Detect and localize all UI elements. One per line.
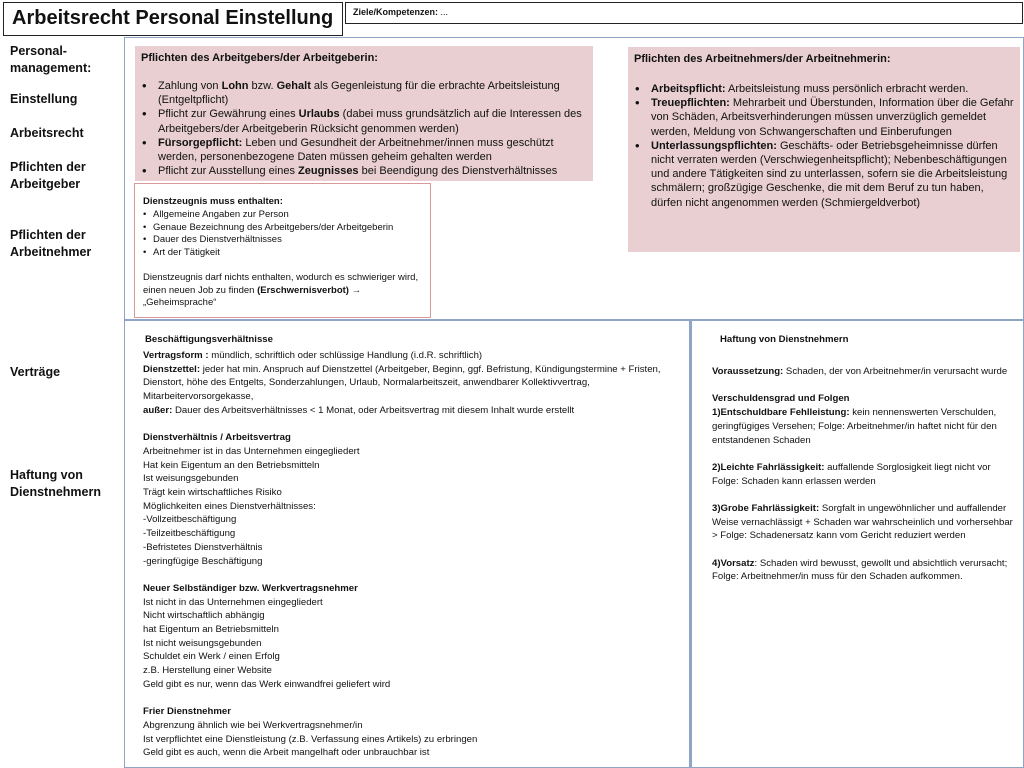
- employer-duty-item: • Zahlung von Lohn bzw. Gehalt als Gegenleistung für die erbrachte Arbeitsleistung (Entgeltpflicht): [141, 79, 586, 107]
- employment-line: [143, 404, 683, 418]
- employment-line: [143, 500, 683, 514]
- employment-keyword: Dienstverhältnis / Arbeitsvertrag: [143, 432, 291, 444]
- certificate-note-text: Dienstzeugnis darf nichts enthalten, wodurch es schwieriger wird, einen neuen Job zu finden: [143, 272, 419, 296]
- employment-line: [143, 637, 683, 651]
- employee-duties-list: [634, 82, 1016, 210]
- employment-text: Dauer des Arbeitsverhältnisses < 1 Monat, oder Arbeitsvertrag mit diesem Inhalt wurde erstellt: [172, 404, 575, 416]
- employee-duties-title: Pflichten des Arbeitnehmers/der Arbeitnehmerin:: [634, 53, 891, 65]
- duty-text: Geschäfts- oder Betriebsgeheimnisse dürfen nicht verraten werden (Verschwiegenheitspflicht); Nebenbeschäftigungen und andere Tätigkeiten sind zu unterlassen, sofern sie die Arbeitsleistung schmälern; großzügige Geschenke, die mit dem Beruf zu tun haben, dürfen nicht angenommen werden (Schmiergeldverbot): [651, 139, 1008, 209]
- employment-line: [143, 459, 683, 473]
- liability-line: [712, 461, 1017, 488]
- duty-keyword: Treuepflichten:: [651, 97, 730, 110]
- duty-keyword: Arbeitspflicht:: [651, 83, 726, 95]
- employment-line: [143, 733, 683, 747]
- certificate-item: • Dauer des Dienstverhältnisses: [143, 234, 393, 247]
- liability-keyword: 1)Entschuldbare Fehlleistung:: [712, 407, 850, 419]
- employer-duties-title: Pflichten des Arbeitgebers/der Arbeitgeberin:: [141, 52, 378, 64]
- liability-panel: [689, 320, 1024, 768]
- employment-line: [143, 746, 683, 760]
- employment-line: [143, 719, 683, 733]
- certificate-note-tail: → „Geheimsprache“: [143, 284, 362, 308]
- employment-text: Nicht wirtschaftlich abhängig: [143, 610, 265, 622]
- liability-line: [712, 406, 1017, 447]
- employment-text: z.B. Herstellung einer Website: [143, 665, 272, 677]
- employment-keyword: außer:: [143, 404, 173, 416]
- employment-line: [143, 582, 683, 596]
- certificate-item: • Genaue Bezeichnung des Arbeitgebers/der Arbeitgeberin: [143, 222, 393, 235]
- employer-duty-item: • Pflicht zur Gewährung eines Urlaubs (dabei muss grundsätzlich auf die Interessen des Arbeitgebers/der Arbeitgeberin Rücksicht genommen werden): [141, 107, 586, 135]
- employment-text: Geld gibt es auch, wenn die Arbeit mangelhaft oder unbrauchbar ist: [143, 747, 430, 759]
- employment-text: Möglichkeiten eines Dienstverhältnisses:: [143, 500, 316, 512]
- employment-keyword: Neuer Selbständiger bzw. Werkvertragsnehmer: [143, 582, 358, 594]
- employment-line: [143, 596, 683, 610]
- employment-text: Arbeitnehmer ist in das Unternehmen eingegliedert: [143, 445, 360, 457]
- employment-text: -Befristetes Dienstverhältnis: [143, 541, 263, 553]
- duty-keyword: Gehalt: [276, 80, 311, 92]
- employment-text: hat Eigentum an Betriebsmitteln: [143, 624, 279, 636]
- employment-panel: [124, 320, 689, 768]
- sidebar-label-pflichten-arbeitnehmer: Pflichten der Arbeitnehmer: [10, 228, 92, 259]
- duty-keyword: Zeugnisses: [298, 165, 359, 178]
- employment-text: jeder hat min. Anspruch auf Dienstzettel (Arbeitgeber, Beginn, ggf. Befristung, Kündigungstermine + Fristen, Dienstort, höhe des Entgelts, Sonderzahlungen, Urlaub, Normalarbeitszeit, anwendbarer Kollektivvertrag, Mitarbeitervorsorgekasse,: [143, 363, 661, 403]
- liability-line: [712, 365, 1017, 379]
- employment-keyword: Vertragsform :: [143, 350, 209, 361]
- employment-text: -Vollzeitbeschäftigung: [143, 514, 237, 526]
- liability-title: Haftung von Dienstnehmern: [720, 334, 849, 345]
- liability-text: Sorgfalt in ungewöhnlicher und auffallender Weise vernachlässigt + Schaden war wahrscheinlich und vorhersehbar > Folge: Schadenersatz kann vom Gericht reduziert werden: [712, 502, 1013, 542]
- liability-keyword: Verschuldensgrad und Folgen: [712, 393, 850, 405]
- certificate-note-keyword: (Erschwernisverbot): [257, 284, 349, 296]
- employee-duty-item: [634, 96, 1016, 139]
- employer-duties-box: [135, 46, 593, 181]
- employment-line: [143, 486, 683, 500]
- liability-line: [712, 502, 1017, 543]
- goals-value: ...: [438, 7, 449, 17]
- certificate-item: • Allgemeine Angaben zur Person: [143, 209, 393, 222]
- sidebar-label-einstellung: Einstellung: [10, 92, 78, 106]
- employee-duty-item: [634, 82, 1016, 96]
- sidebar-label-pflichten-arbeitgeber: Pflichten der Arbeitgeber: [10, 160, 86, 191]
- employment-text: Ist verpflichtet eine Dienstleistung (z.B. Verfassung eines Artikels) zu erbringen: [143, 733, 478, 745]
- employment-line: [143, 472, 683, 486]
- spacer: [712, 379, 1017, 393]
- employment-line: [143, 623, 683, 637]
- employment-text: -geringfügige Beschäftigung: [143, 555, 263, 567]
- employment-text: Hat kein Eigentum an den Betriebsmitteln: [143, 459, 320, 471]
- sidebar-label-personalmanagement: Personal- management:: [10, 44, 92, 75]
- spacer: [712, 543, 1017, 557]
- spacer: [143, 418, 683, 432]
- liability-text: auffallende Sorglosigkeit liegt nicht vor Folge: Schaden kann erlassen werden: [712, 461, 991, 487]
- spacer: [712, 447, 1017, 461]
- duty-keyword: Lohn: [221, 80, 249, 92]
- employer-duty-item: • Pflicht zur Ausstellung eines Zeugnisses bei Beendigung des Dienstverhältnisses: [141, 164, 586, 178]
- employee-duty-item: [634, 139, 1016, 210]
- employment-line: [143, 609, 683, 623]
- sidebar-label-haftung: Haftung von Dienstnehmern: [10, 468, 101, 499]
- employment-line: [143, 513, 683, 527]
- page-title: Arbeitsrecht Personal Einstellung: [12, 7, 334, 29]
- employment-keyword: Frier Dienstnehmer: [143, 706, 231, 718]
- employment-text: Ist nicht weisungsgebunden: [143, 637, 262, 649]
- duty-keyword: Fürsorgepflicht:: [158, 136, 243, 149]
- liability-line: [712, 392, 1017, 406]
- liability-text: kein nennenswerten Verschulden, geringfügiges Versehen; Folge: Arbeitnehmer/in haftet nicht für den entstandenen Schaden: [712, 407, 997, 446]
- employment-text: Ist weisungsgebunden: [143, 473, 239, 485]
- spacer: [143, 692, 683, 706]
- employment-text: Ist nicht in das Unternehmen eingegliedert: [143, 596, 323, 608]
- employment-line: [143, 541, 683, 555]
- employment-line: [143, 363, 683, 404]
- employment-line: [143, 555, 683, 569]
- goals-label: Ziele/Kompetenzen:: [353, 7, 439, 17]
- duty-keyword: Unterlassungspflichten:: [651, 139, 777, 152]
- title-box: [3, 2, 343, 36]
- employment-body: [143, 349, 683, 760]
- employment-text: -Teilzeitbeschäftigung: [143, 528, 236, 540]
- sidebar-label-vertraege: Verträge: [10, 365, 61, 379]
- employment-line: [143, 705, 683, 719]
- liability-keyword: 2)Leichte Fahrlässigkeit:: [712, 461, 825, 473]
- liability-keyword: 4)Vorsatz: [712, 557, 755, 569]
- employment-text: mündlich, schriftlich oder schlüssige Handlung (i.d.R. schriftlich): [208, 350, 483, 361]
- employee-duties-box: [628, 47, 1020, 252]
- liability-text: Schaden, der von Arbeitnehmer/in verursacht wurde: [783, 366, 1008, 377]
- certificate-item: • Art der Tätigkeit: [143, 247, 393, 260]
- employment-line: [143, 527, 683, 541]
- certificate-note: [143, 272, 423, 310]
- employer-duties-list: [141, 79, 586, 178]
- employment-text: Geld gibt es nur, wenn das Werk einwandfrei geliefert wird: [143, 678, 391, 690]
- employer-duty-item: • Fürsorgepflicht: Leben und Gesundheit der Arbeitnehmer/innen muss geschützt werden, personenbezogene Daten müssen geheim gehalten werden: [141, 136, 586, 164]
- liability-body: [712, 365, 1017, 584]
- employment-line: [143, 349, 683, 363]
- duty-text: Arbeitsleistung muss persönlich erbracht werden.: [725, 83, 969, 95]
- certificate-box: [134, 183, 431, 318]
- goals-box: [345, 2, 1023, 24]
- employment-title: Beschäftigungsverhältnisse: [145, 334, 273, 345]
- certificate-title: Dienstzeugnis muss enthalten:: [143, 196, 283, 207]
- employment-line: [143, 678, 683, 692]
- employment-line: [143, 431, 683, 445]
- employment-keyword: Dienstzettel:: [143, 363, 201, 375]
- liability-text: : Schaden wird bewusst, gewollt und absichtlich verursacht; Folge: Arbeitnehmer/in muss für den Schaden aufkommen.: [712, 557, 1008, 583]
- liability-keyword: Voraussetzung:: [712, 366, 784, 377]
- goals-text: [353, 7, 448, 17]
- liability-keyword: 3)Grobe Fahrlässigkeit:: [712, 502, 820, 514]
- employment-line: [143, 445, 683, 459]
- employment-line: [143, 650, 683, 664]
- employment-text: Trägt kein wirtschaftliches Risiko: [143, 487, 282, 499]
- duty-text: Mehrarbeit und Überstunden, Information über die Gefahr von Schäden, Arbeitsverhinderungen müssen unverzüglich gemeldet werden, Meldung von Schwangerschaften und Einberufungen: [651, 97, 1014, 138]
- sidebar-label-arbeitsrecht: Arbeitsrecht: [10, 126, 84, 140]
- spacer: [143, 568, 683, 582]
- employment-text: Schuldet ein Werk / einen Erfolg: [143, 651, 280, 663]
- duty-keyword: Urlaubs: [298, 108, 340, 121]
- employment-line: [143, 664, 683, 678]
- certificate-list: [143, 209, 393, 259]
- employment-text: Abgrenzung ähnlich wie bei Werkvertragsnehmer/in: [143, 719, 363, 731]
- spacer: [712, 488, 1017, 502]
- liability-line: [712, 557, 1017, 584]
